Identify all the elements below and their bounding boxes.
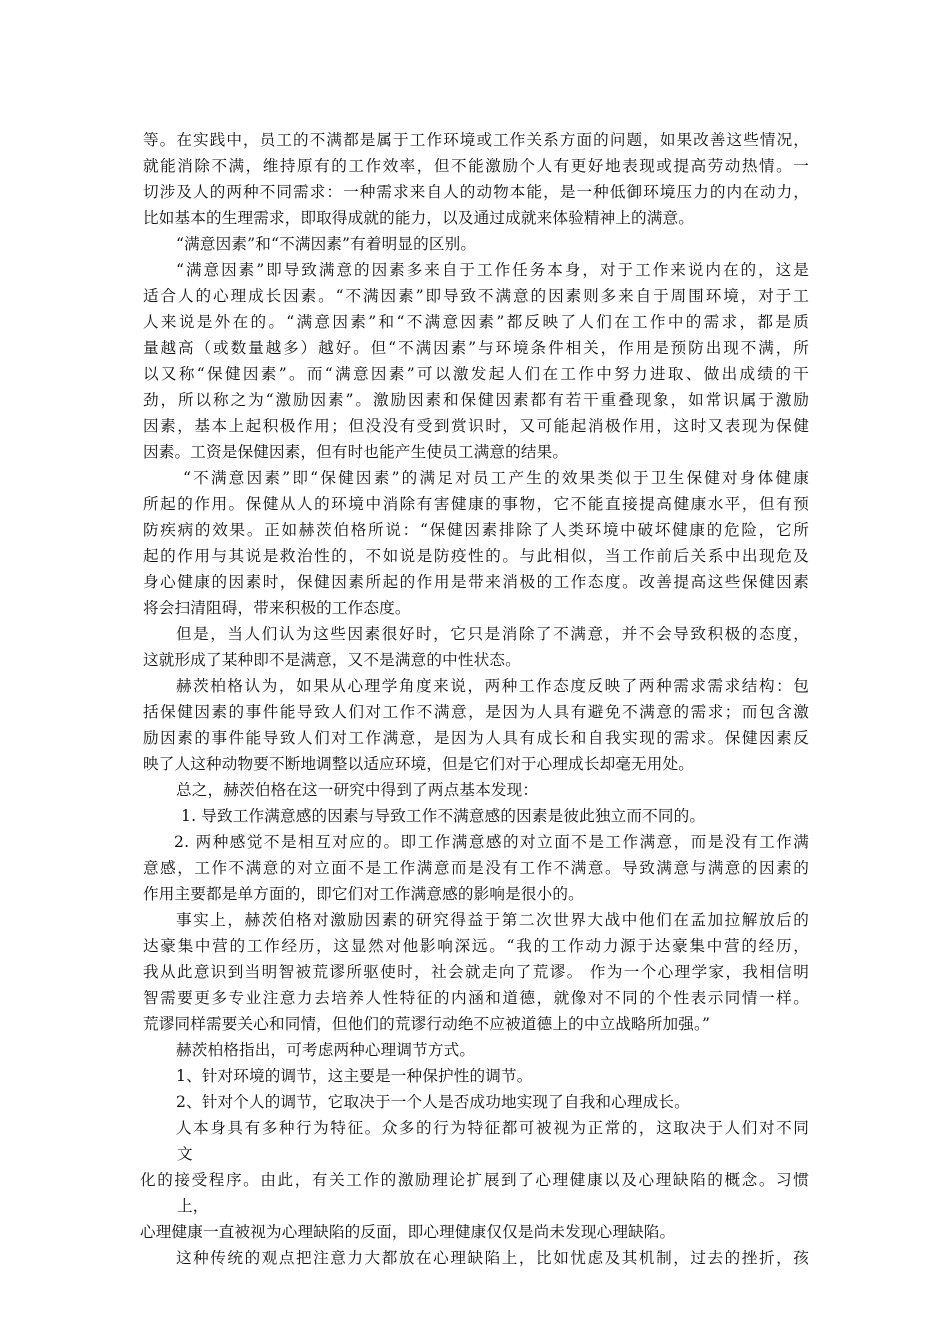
text-line: 防疾病的效果。正如赫茨伯格所说：“保健因素排除了人类环境中破坏健康的危险，它所 (143, 521, 809, 539)
text-line: 人本身具有多种行为特征。众多的行为特征都可被视为正常的，这取决于人们对不同 (176, 1119, 809, 1137)
text-line: 智需要更多专业注意力去培养人性特征的内涵和道德，就像对不同的个性表示同情一样。 (143, 989, 809, 1007)
list-item: 2、针对个人的调节，它取决于一个人是否成功地实现了自我和心理成长。 (176, 1093, 690, 1111)
text-line: 但是，当人们认为这些因素很好时，它只是消除了不满意，并不会导致积极的态度， (176, 625, 809, 643)
text-line: 我从此意识到当明智被荒谬所驱使时，社会就走向了荒谬。 作为一个心理学家，我相信明 (143, 963, 809, 981)
text-line: 总之，赫茨伯格在这一研究中得到了两点基本发现： (176, 781, 539, 799)
text-line: 赫茨柏格指出，可考虑两种心理调节方式。 (176, 1041, 476, 1059)
text-line: “不满意因素”即“保健因素”的满足对员工产生的效果类似于卫生保健对身体健康 (183, 469, 809, 487)
text-line: 将会扫清阻碍，带来积极的工作态度。 (143, 599, 411, 617)
text-line: 荒谬同样需要关心和同情，但他们的荒谬行动绝不应被道德上的中立战略所加强。” (143, 1015, 711, 1033)
text-line: 达豪集中营的工作经历，这显然对他影响深远。“我的工作动力源于达豪集中营的经历， (143, 937, 809, 955)
list-item: 2. 两种感觉不是相互对应的。即工作满意感的对立面不是工作满意，而是没有工作满 (174, 833, 809, 851)
text-line: 作用主要都是单方面的，即它们对工作满意感的影响是很小的。 (143, 885, 584, 903)
text-line: 映了人这种动物要不断地调整以适应环境，但是它们对于心理成长却毫无用处。 (143, 755, 695, 773)
text-line: 比如基本的生理需求，即取得成就的能力，以及通过成就来体验精神上的满意。 (143, 209, 695, 227)
text-line: 就能消除不满，维持原有的工作效率，但不能激励个人有更好地表现或提高劳动热情。一 (143, 157, 809, 175)
text-line: 励因素的事件能导致人们对工作满意，是因为人具有成长和自我实现的需求。保健因素反 (143, 729, 809, 747)
list-item: 1、针对环境的调节，这主要是一种保护性的调节。 (176, 1067, 533, 1085)
text-line: 劲，所以称之为“激励因素”。激励因素和保健因素都有若干重叠现象，如常识属于激励 (143, 391, 809, 409)
text-line: 因素。工资是保健因素，但有时也能产生使员工满意的结果。 (143, 443, 569, 461)
text-line: 这种传统的观点把注意力大都放在心理缺陷上，比如忧虑及其机制，过去的挫折，孩 (176, 1249, 809, 1267)
text-line: 化的接受程序。由此，有关工作的激励理论扩展到了心理健康以及心理缺陷的概念。习惯 (140, 1171, 809, 1189)
text-line: 起的作用与其说是救治性的，不如说是防疫性的。与此相似，当工作前后关系中出现危及 (143, 547, 809, 565)
text-line: “满意因素”即导致满意的因素多来自于工作任务本身，对于工作来说内在的，这是 (176, 261, 809, 279)
text-line: 因素，基本上起积极作用；但没没有受到赏识时，又可能起消极作用，这时又表现为保健 (143, 417, 809, 435)
text-line: 适合人的心理成长因素。“不满因素”即导致不满意的因素则多来自于周围环境，对于工 (143, 287, 809, 305)
text-line: 切涉及人的两种不同需求：一种需求来自人的动物本能，是一种低御环境压力的内在动力， (143, 183, 809, 201)
text-line: 括保健因素的事件能导致人们对工作不满意，是因为人具有避免不满意的需求；而包含激 (143, 703, 809, 721)
text-line: 心理健康一直被视为心理缺陷的反面，即心理健康仅仅是尚未发现心理缺陷。 (140, 1223, 676, 1241)
text-line: 量越高（或数量越多）越好。但“不满因素”与环境条件相关，作用是预防出现不满，所 (143, 339, 809, 357)
list-item: 1. 导致工作满意感的因素与导致工作不满意感的因素是彼此独立而不同的。 (181, 807, 706, 825)
text-line: 所起的作用。保健从人的环境中消除有害健康的事物，它不能直接提高健康水平，但有预 (143, 495, 809, 513)
text-line: 赫茨柏格认为，如果从心理学角度来说，两种工作态度反映了两种需求需求结构：包 (176, 677, 809, 695)
text-line: 人来说是外在的。“满意因素”和“不满意因素”都反映了人们在工作中的需求，都是质 (143, 313, 809, 331)
text-line: “满意因素”和“不满因素”有着明显的区别。 (176, 235, 477, 253)
text-line: 上， (177, 1197, 209, 1215)
text-line: 文 (177, 1145, 193, 1163)
text-line: 这就形成了某种即不是满意，又不是满意的中性状态。 (143, 651, 521, 669)
text-line: 事实上，赫茨伯格对激励因素的研究得益于第二次世界大战中他们在孟加拉解放后的 (176, 911, 809, 929)
text-line: 等。在实践中，员工的不满都是属于工作环境或工作关系方面的问题，如果改善这些情况， (143, 131, 809, 149)
text-line: 身心健康的因素时，保健因素所起的作用是带来消极的工作态度。改善提高这些保健因素 (143, 573, 809, 591)
text-line: 以又称“保健因素”。而“满意因素”可以激发起人们在工作中努力进取、做出成绩的干 (143, 365, 809, 383)
text-line: 意感，工作不满意的对立面不是工作满意而是没有工作不满意。导致满意与满意的因素的 (143, 859, 809, 877)
